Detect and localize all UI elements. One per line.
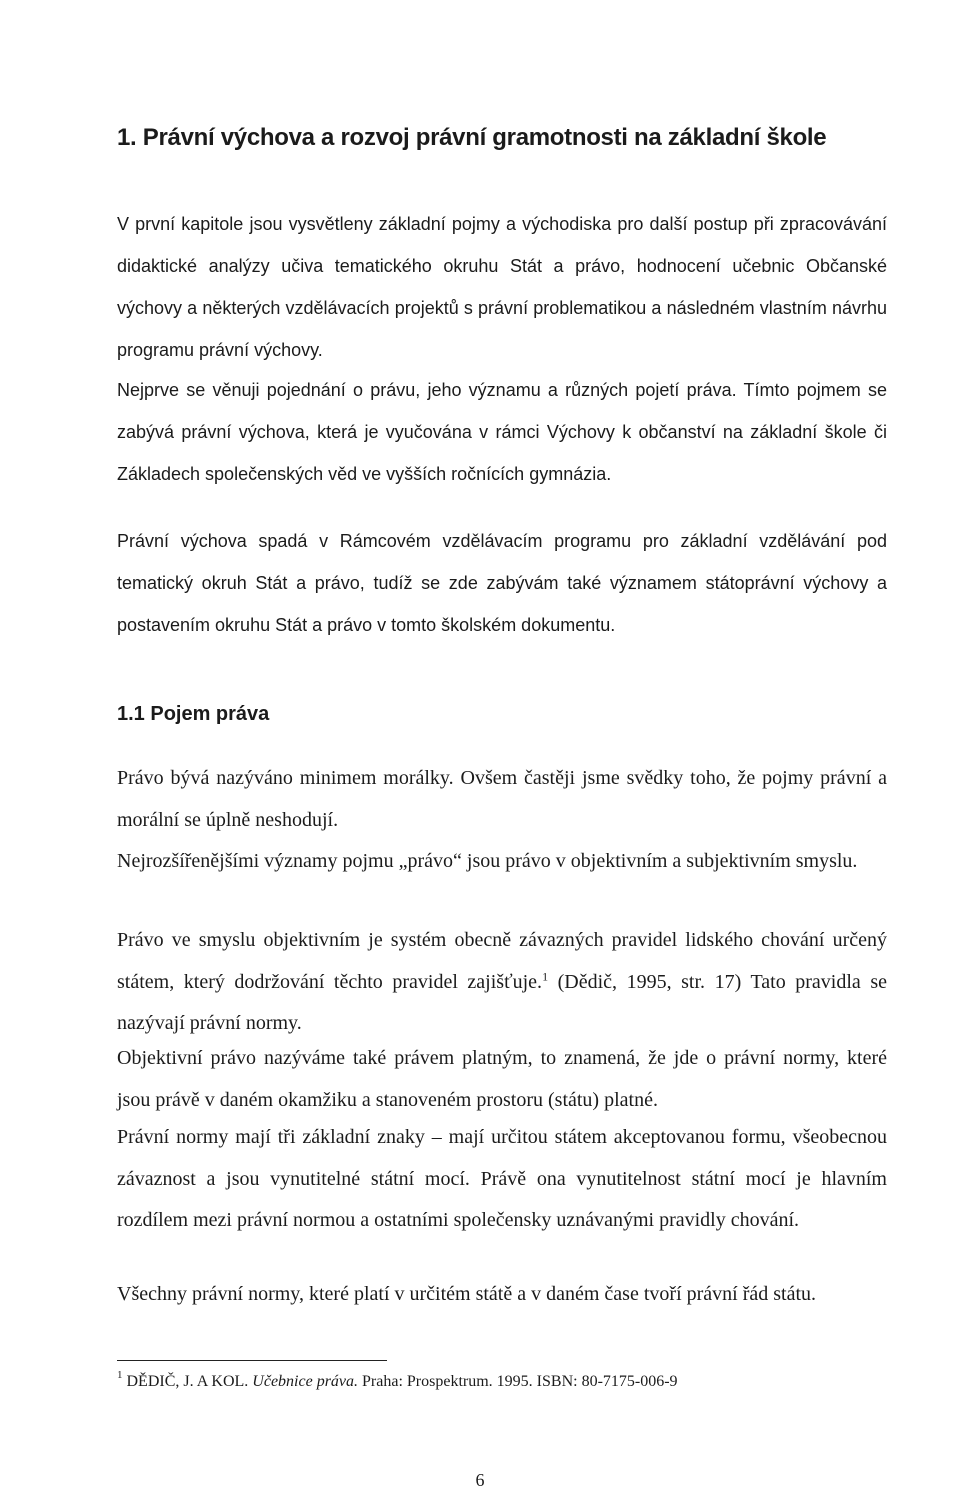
chapter-title: 1. Právní výchova a rozvoj právní gramotnosti na základní škole (117, 124, 827, 151)
footnote-authors: DĚDIČ, J. A KOL. (126, 1373, 249, 1390)
footnote-divider (117, 1360, 387, 1361)
section-paragraph-5: Právní normy mají tři základní znaky – mají určitou státem akceptovanou formu, všeobecnou závaznost a jsou vynutitelné státní mocí. Právě ona vynutitelnost státní mocí je hlavním rozdílem mezi právní normou a ostatními společensky uznávanými pravidly chování. (117, 1126, 887, 1231)
section-paragraph-3-citation: (Dědič, 1995, str. 17) Tato pravidla se nazývají právní normy. (117, 970, 887, 1034)
section-paragraph-6: Všechny právní normy, které platí v určitém státě a v daném čase tvoří právní řád státu. (117, 1283, 817, 1305)
section-paragraph-2: Nejrozšířenějšími významy pojmu „právo“ jsou právo v objektivním a subjektivním smyslu. (117, 850, 858, 872)
section-paragraph-3-text: Právo ve smyslu objektivním je systém obecně závazných pravidel lidského chování určený státem, který dodržování těchto pravidel zajišťuje. (117, 929, 887, 993)
section-paragraph-4: Objektivní právo nazýváme také právem platným, to znamená, že jde o právní normy, které jsou právě v daném okamžiku a stanoveném prostoru (státu) platné. (117, 1047, 887, 1111)
section-paragraph-1: Právo bývá nazýváno minimem morálky. Ovšem častěji jsme svědky toho, že pojmy právní a morální se úplně neshodují. (117, 767, 887, 831)
page-number: 6 (475, 1470, 485, 1490)
footnote-number: 1 (117, 1368, 123, 1381)
footnote-book-title: Učebnice práva. (252, 1373, 359, 1390)
section-paragraph-3 (117, 920, 887, 1045)
footnote-reference: 1 (542, 968, 549, 983)
intro-paragraph-3: Právní výchova spadá v Rámcovém vzdělávacím programu pro základní vzdělávání pod tematický okruh Stát a právo, tudíž se zde zabývám také významem státoprávní výchovy a postavením okruhu Stát a právo v tomto školském dokumentu. (117, 531, 887, 635)
intro-paragraph-2: Nejprve se věnuji pojednání o právu, jeho významu a různých pojetí práva. Tímto pojmem se zabývá právní výchova, která je vyučována v rámci Výchovy k občanství na základní škole či Základech společenských věd ve vyšších ročnících gymnázia. (117, 380, 887, 484)
footnote-publication: Praha: Prospektrum. 1995. ISBN: 80-7175-006-9 (362, 1373, 678, 1390)
footnote (117, 1370, 897, 1394)
intro-paragraph-1: V první kapitole jsou vysvětleny základní pojmy a východiska pro další postup při zpracovávání didaktické analýzy učiva tematického okruhu Stát a právo, hodnocení učebnic Občanské výchovy a některých vzdělávacích projektů s právní problematikou a následném vlastním návrhu programu právní výchovy. (117, 214, 887, 360)
section-title: 1.1 Pojem práva (117, 703, 270, 725)
